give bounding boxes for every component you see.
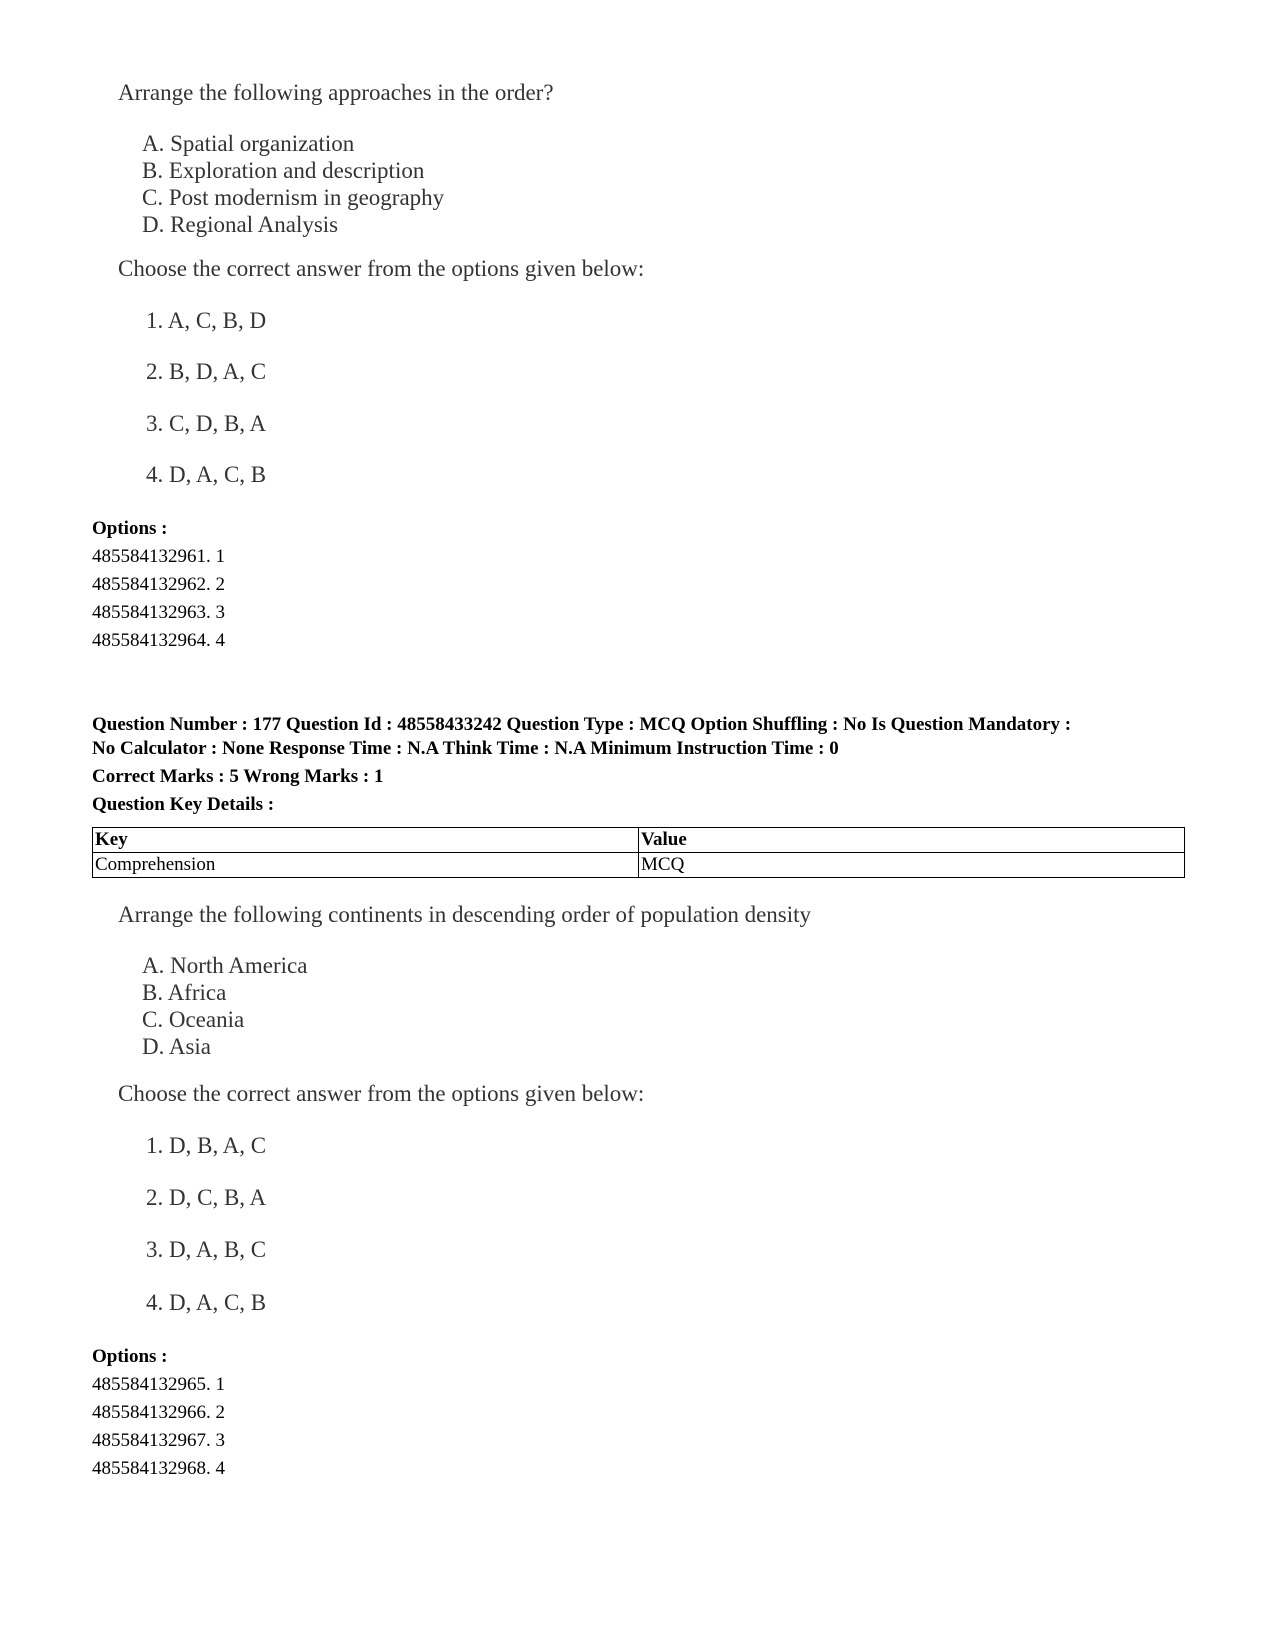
list-item: C. Post modernism in geography xyxy=(142,185,445,210)
option-id: 485584132961. 1 xyxy=(92,546,225,567)
answer-choice: 3. D, A, B, C xyxy=(146,1237,267,1262)
table-row xyxy=(93,853,1185,878)
list-item: A. North America xyxy=(142,953,308,978)
question-meta-line2: No Calculator : None Response Time : N.A Think Time : N.A Minimum Instruction Time : 0 xyxy=(92,738,839,759)
list-item: B. Africa xyxy=(142,980,227,1005)
option-id: 485584132963. 3 xyxy=(92,602,225,623)
table-header-value: Value xyxy=(639,828,1185,853)
option-id: 485584132968. 4 xyxy=(92,1458,225,1479)
options-list xyxy=(92,543,225,655)
option-id: 485584132962. 2 xyxy=(92,574,225,595)
question-items xyxy=(142,952,307,1060)
list-item: D. Asia xyxy=(142,1034,211,1059)
list-item: D. Regional Analysis xyxy=(142,212,339,237)
choose-instruction: Choose the correct answer from the options given below: xyxy=(118,256,645,281)
answer-choice: 3. C, D, B, A xyxy=(146,411,267,436)
question-stem: Arrange the following continents in descending order of population density xyxy=(118,902,812,927)
answer-choice: 4. D, A, C, B xyxy=(146,462,267,487)
options-label: Options : xyxy=(92,518,168,539)
table-cell: MCQ xyxy=(639,853,1185,878)
choose-instruction: Choose the correct answer from the options given below: xyxy=(118,1081,645,1106)
table-header-row xyxy=(93,828,1185,853)
option-id: 485584132964. 4 xyxy=(92,630,225,651)
question-stem: Arrange the following approaches in the order? xyxy=(118,80,554,105)
question-key-table xyxy=(92,827,1185,878)
answer-choice: 1. D, B, A, C xyxy=(146,1133,267,1158)
options-list xyxy=(92,1371,225,1483)
marks-line: Correct Marks : 5 Wrong Marks : 1 xyxy=(92,766,384,787)
question-items xyxy=(142,130,444,238)
option-id: 485584132966. 2 xyxy=(92,1402,225,1423)
list-item: A. Spatial organization xyxy=(142,131,355,156)
answer-choice: 1. A, C, B, D xyxy=(146,308,267,333)
question-meta-line1: Question Number : 177 Question Id : 48558433242 Question Type : MCQ Option Shuffling : No Is Question Mandatory : xyxy=(92,714,1072,735)
answer-choice: 2. B, D, A, C xyxy=(146,359,267,384)
list-item: C. Oceania xyxy=(142,1007,245,1032)
table-cell: Comprehension xyxy=(93,853,639,878)
answer-choice: 4. D, A, C, B xyxy=(146,1290,267,1315)
list-item: B. Exploration and description xyxy=(142,158,425,183)
option-id: 485584132967. 3 xyxy=(92,1430,225,1451)
option-id: 485584132965. 1 xyxy=(92,1374,225,1395)
table-header-key: Key xyxy=(93,828,639,853)
options-label: Options : xyxy=(92,1346,168,1367)
answer-choice: 2. D, C, B, A xyxy=(146,1185,267,1210)
key-details-label: Question Key Details : xyxy=(92,794,275,815)
